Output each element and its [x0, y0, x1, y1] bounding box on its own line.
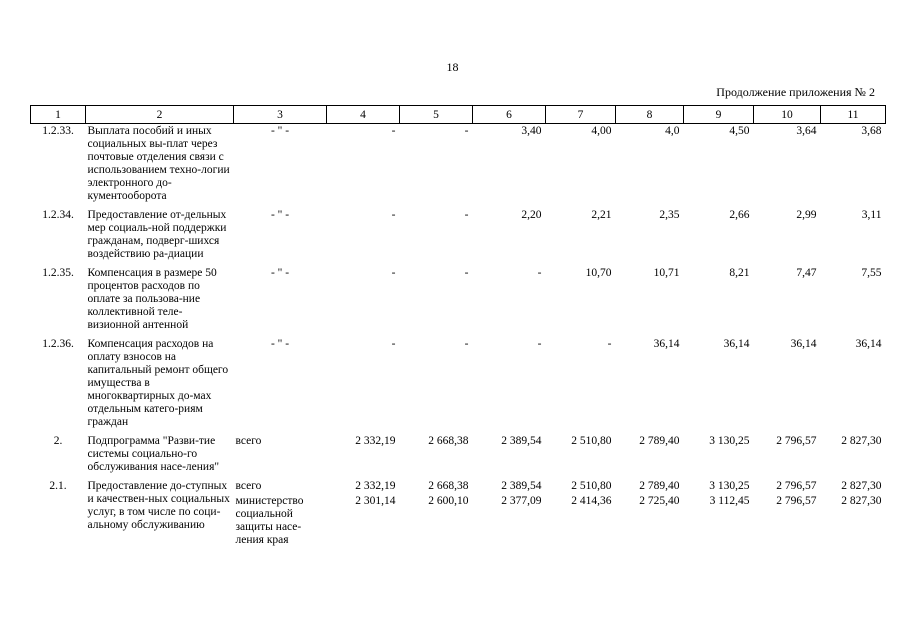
col-header-8: 8 — [616, 106, 684, 124]
col-header-11: 11 — [821, 106, 886, 124]
row-code: 2.1. — [49, 480, 67, 492]
appendix-table — [30, 105, 886, 552]
table-row — [31, 337, 886, 434]
col-header-9: 9 — [684, 106, 754, 124]
continuation-note: Продолжение приложения № 2 — [716, 85, 875, 99]
cell-value: 3,11 — [861, 209, 882, 221]
value-total: 2 389,54 — [501, 480, 542, 492]
cell-value — [616, 479, 684, 552]
value-ministry: 2 301,14 — [355, 495, 396, 507]
recipient-total: всего — [235, 480, 262, 492]
cell-value: 3 130,25 — [709, 435, 750, 447]
cell-value — [327, 479, 400, 552]
row-name: Компенсация расходов на оплату взносов на капитальный ремонт общего имущества в многоквартирных до-мах отдельным катего-риям граждан — [87, 338, 229, 428]
cell-value: 36,14 — [723, 338, 750, 350]
value-ministry: 2 725,40 — [639, 495, 680, 507]
col-header-10: 10 — [754, 106, 821, 124]
cell-value: 2,20 — [521, 209, 542, 221]
cell-value: 2,99 — [796, 209, 817, 221]
cell-value: 2 510,80 — [571, 435, 612, 447]
row-recipient — [234, 479, 327, 552]
row-code: 2. — [53, 435, 63, 447]
cell-value: 2,35 — [659, 209, 680, 221]
cell-value: 4,50 — [729, 125, 750, 137]
cell-value: 36,14 — [790, 338, 817, 350]
table-row — [31, 208, 886, 266]
value-total: 2 332,19 — [355, 480, 396, 492]
cell-value: 4,0 — [665, 125, 680, 137]
cell-value: - — [391, 338, 396, 350]
row-code: 1.2.36. — [42, 338, 74, 350]
col-header-6: 6 — [473, 106, 546, 124]
col-header-3: 3 — [234, 106, 327, 124]
cell-value: - — [391, 209, 396, 221]
cell-value: 7,55 — [861, 267, 882, 279]
col-header-4: 4 — [327, 106, 400, 124]
value-total: 2 668,38 — [428, 480, 469, 492]
cell-value: - — [464, 267, 469, 279]
cell-value: 36,14 — [855, 338, 882, 350]
row-recipient: - " - — [270, 209, 290, 221]
row-name: Компенсация в размере 50 процентов расходов по оплате за пользова-ние коллективной теле-визионной антенной — [87, 267, 217, 331]
cell-value: 2 389,54 — [501, 435, 542, 447]
value-ministry: 2 377,09 — [501, 495, 542, 507]
row-recipient: всего — [235, 435, 262, 447]
col-header-1: 1 — [31, 106, 86, 124]
header-row — [31, 106, 886, 124]
row-name: Выплата пособий и иных социальных вы-плат через почтовые отделения связи с использованием техно-логии электронного до-кументооборота — [87, 125, 230, 202]
cell-value — [473, 479, 546, 552]
value-ministry: 2 414,36 — [571, 495, 612, 507]
table-row — [31, 124, 886, 209]
cell-value — [821, 479, 886, 552]
cell-value — [546, 479, 616, 552]
col-header-7: 7 — [546, 106, 616, 124]
cell-value: 2 668,38 — [428, 435, 469, 447]
value-ministry: 3 112,45 — [709, 495, 750, 507]
cell-value — [754, 479, 821, 552]
row-name: Предоставление от-дельных мер социаль-ной поддержки гражданам, подверг-шихся воздействию ра-диации — [87, 209, 227, 260]
table-row — [31, 434, 886, 479]
cell-value: 3,64 — [796, 125, 817, 137]
row-code: 1.2.35. — [42, 267, 74, 279]
row-code: 1.2.33. — [42, 125, 74, 137]
value-ministry: 2 796,57 — [776, 495, 817, 507]
page-number: 18 — [446, 60, 459, 74]
cell-value: - — [537, 267, 542, 279]
table-row — [31, 479, 886, 552]
cell-value: 3,40 — [521, 125, 542, 137]
col-header-2: 2 — [86, 106, 234, 124]
cell-value: - — [391, 125, 396, 137]
cell-value: 3,68 — [861, 125, 882, 137]
row-name: Предоставление до-ступных и качествен-ных социальных услуг, в том числе по соци-альному обслуживанию — [87, 480, 230, 531]
value-total: 3 130,25 — [709, 480, 750, 492]
value-ministry: 2 600,10 — [428, 495, 469, 507]
col-header-5: 5 — [400, 106, 473, 124]
cell-value: 10,71 — [653, 267, 680, 279]
cell-value: - — [464, 209, 469, 221]
cell-value: - — [607, 338, 612, 350]
row-name: Подпрограмма "Разви-тие системы социально-го обслуживания насе-ления" — [87, 435, 220, 473]
cell-value: 8,21 — [729, 267, 750, 279]
row-recipient: - " - — [270, 267, 290, 279]
row-recipient: - " - — [270, 125, 290, 137]
cell-value: - — [391, 267, 396, 279]
value-total: 2 796,57 — [776, 480, 817, 492]
cell-value: 10,70 — [585, 267, 612, 279]
cell-value: 2 827,30 — [841, 435, 882, 447]
row-code: 1.2.34. — [42, 209, 74, 221]
cell-value: - — [537, 338, 542, 350]
recipient-ministry: министерство социальной защиты насе-ления края — [235, 495, 304, 546]
cell-value: 7,47 — [796, 267, 817, 279]
cell-value: 4,00 — [591, 125, 612, 137]
cell-value: - — [464, 338, 469, 350]
cell-value: 2,66 — [729, 209, 750, 221]
row-recipient: - " - — [270, 338, 290, 350]
value-ministry: 2 827,30 — [841, 495, 882, 507]
cell-value: 2 796,57 — [776, 435, 817, 447]
cell-value: 2 789,40 — [639, 435, 680, 447]
value-total: 2 789,40 — [639, 480, 680, 492]
cell-value: 2,21 — [591, 209, 612, 221]
table-row — [31, 266, 886, 337]
cell-value: 2 332,19 — [355, 435, 396, 447]
value-total: 2 827,30 — [841, 480, 882, 492]
cell-value — [400, 479, 473, 552]
value-total: 2 510,80 — [571, 480, 612, 492]
cell-value: 36,14 — [653, 338, 680, 350]
cell-value — [684, 479, 754, 552]
cell-value: - — [464, 125, 469, 137]
